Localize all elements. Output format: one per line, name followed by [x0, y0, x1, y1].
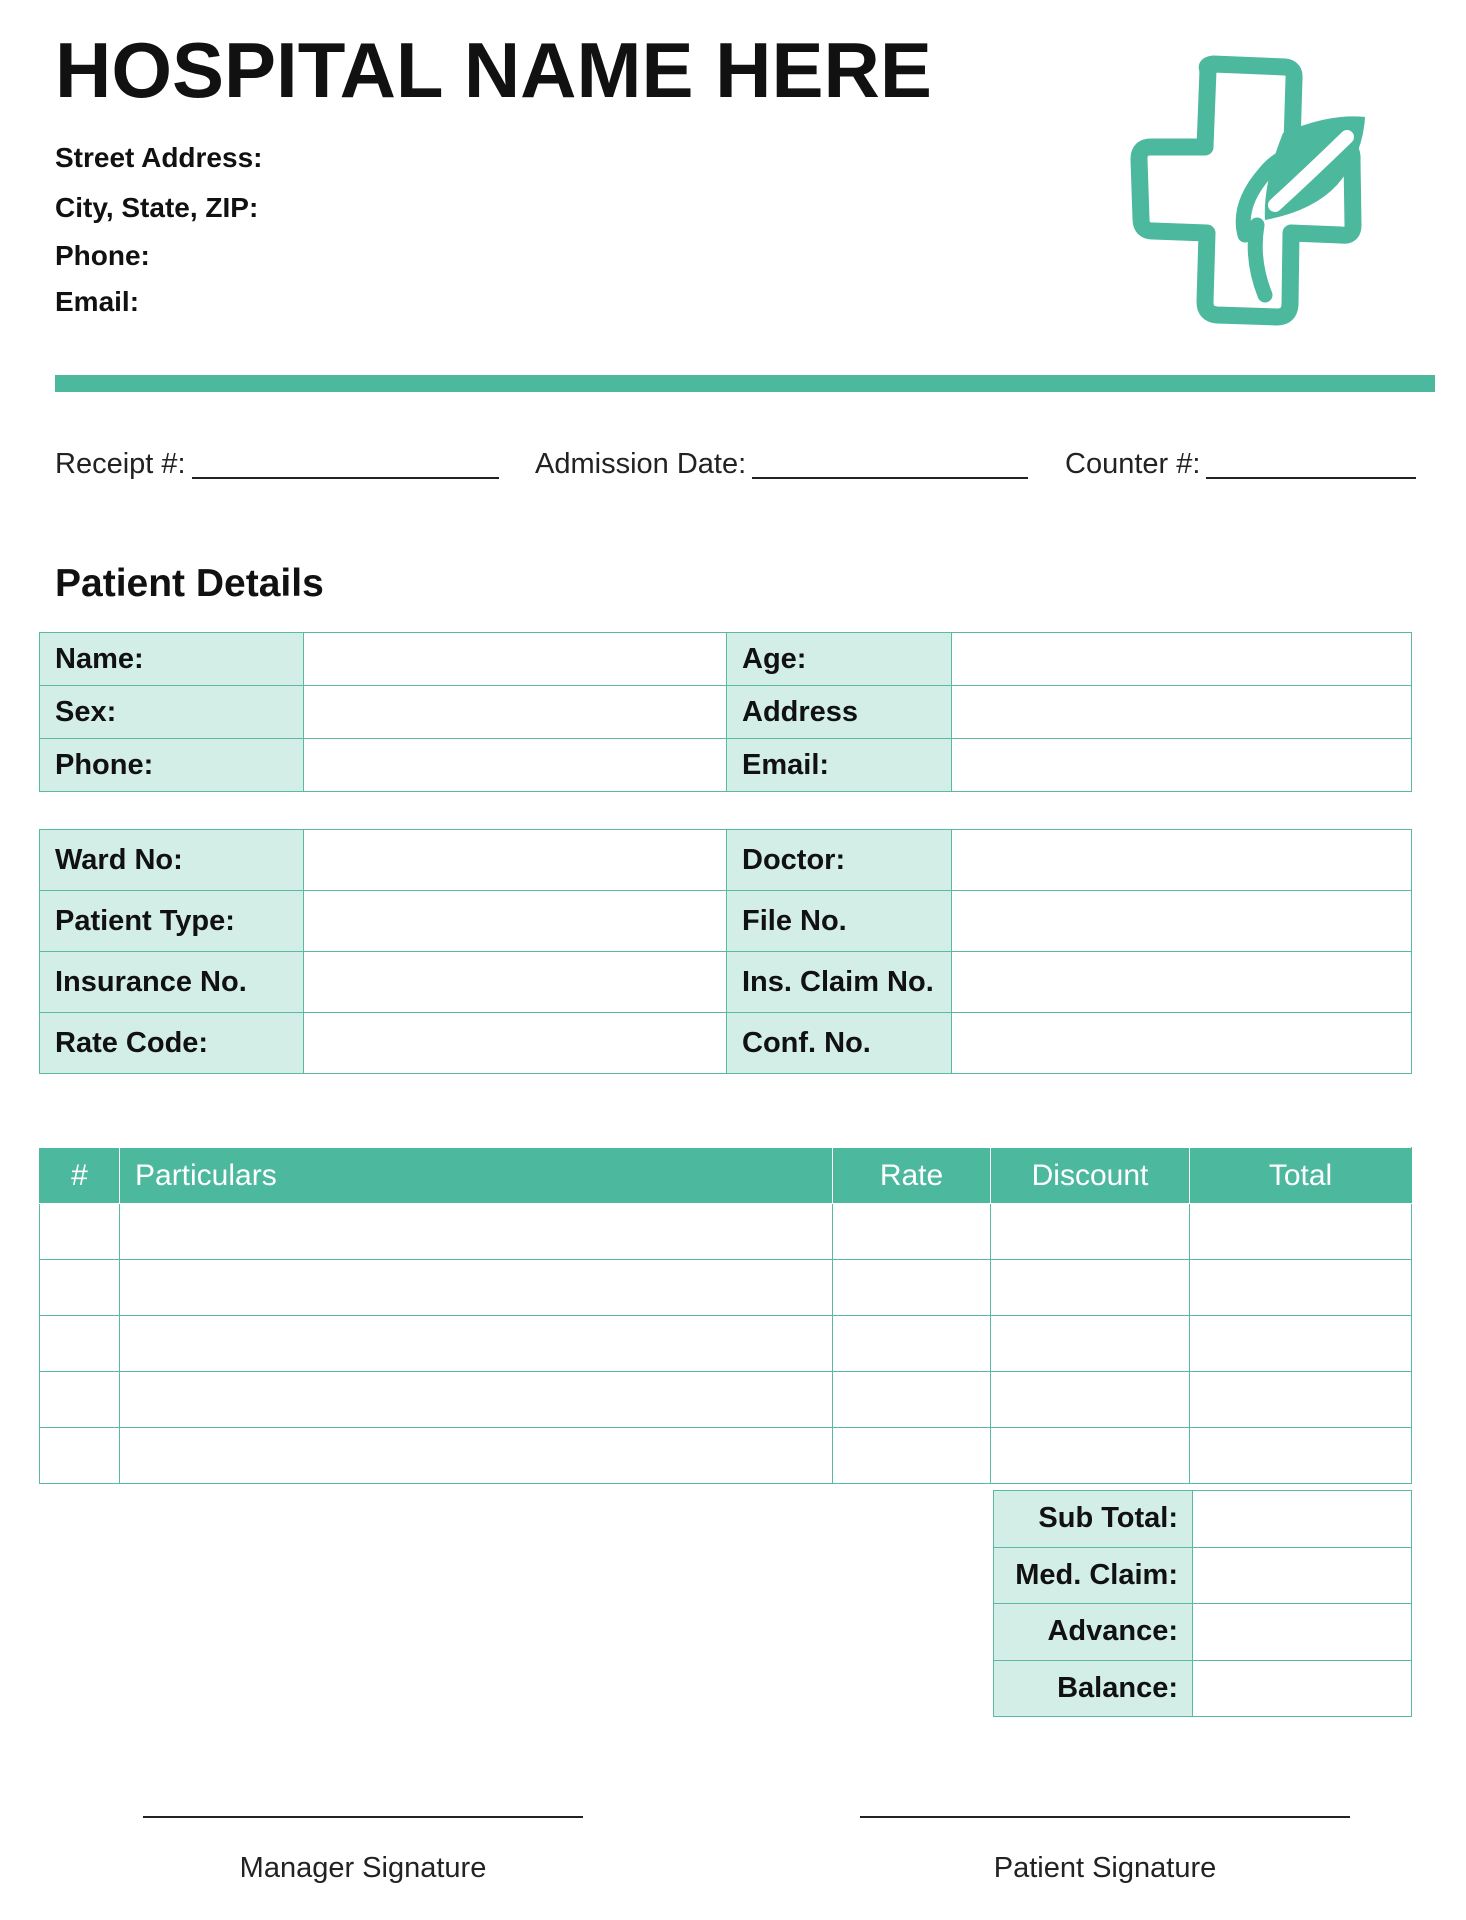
items-header-number: # — [40, 1148, 120, 1204]
file-number-label: File No. — [727, 891, 952, 952]
patient-type-input[interactable] — [304, 891, 727, 952]
receipt-number-label: Receipt #: — [55, 448, 186, 480]
table-row — [40, 1204, 1412, 1260]
doctor-label: Doctor: — [727, 830, 952, 891]
patient-age-label: Age: — [727, 633, 952, 686]
items-table — [39, 1147, 1412, 1484]
item-number-cell[interactable] — [40, 1260, 120, 1316]
item-rate-cell[interactable] — [833, 1372, 991, 1428]
table-row — [40, 1316, 1412, 1372]
patient-address-label: Address — [727, 686, 952, 739]
counter-number-line[interactable] — [1206, 449, 1416, 479]
table-row — [40, 1260, 1412, 1316]
item-discount-cell[interactable] — [991, 1204, 1190, 1260]
ward-number-input[interactable] — [304, 830, 727, 891]
item-number-cell[interactable] — [40, 1372, 120, 1428]
patient-details-table — [39, 632, 1412, 792]
admission-details-table — [39, 829, 1412, 1074]
ward-number-label: Ward No: — [40, 830, 304, 891]
items-header-rate: Rate — [833, 1148, 991, 1204]
street-address-label: Street Address: — [55, 142, 263, 173]
item-particulars-cell[interactable] — [120, 1204, 833, 1260]
city-state-zip-label: City, State, ZIP: — [55, 192, 259, 223]
admission-date-line[interactable] — [752, 449, 1028, 479]
patient-signature-label: Patient Signature — [993, 1852, 1217, 1884]
item-particulars-cell[interactable] — [120, 1316, 833, 1372]
counter-number-field[interactable] — [1065, 448, 1416, 481]
balance-input[interactable] — [1193, 1660, 1412, 1717]
file-number-input[interactable] — [952, 891, 1412, 952]
med-claim-input[interactable] — [1193, 1547, 1412, 1604]
table-row — [40, 1372, 1412, 1428]
table-row — [40, 1428, 1412, 1484]
item-number-cell[interactable] — [40, 1316, 120, 1372]
rate-code-label: Rate Code: — [40, 1013, 304, 1074]
patient-type-label: Patient Type: — [40, 891, 304, 952]
rate-code-input[interactable] — [304, 1013, 727, 1074]
items-header-discount: Discount — [991, 1148, 1190, 1204]
item-particulars-cell[interactable] — [120, 1428, 833, 1484]
item-particulars-cell[interactable] — [120, 1372, 833, 1428]
hospital-name: HOSPITAL NAME HERE — [55, 26, 932, 114]
item-total-cell[interactable] — [1190, 1260, 1412, 1316]
patient-age-input[interactable] — [952, 633, 1412, 686]
items-header-particulars: Particulars — [120, 1148, 833, 1204]
item-discount-cell[interactable] — [991, 1316, 1190, 1372]
patient-phone-input[interactable] — [304, 739, 727, 792]
patient-name-label: Name: — [40, 633, 304, 686]
manager-signature-line[interactable] — [143, 1815, 583, 1818]
confirmation-number-input[interactable] — [952, 1013, 1412, 1074]
items-header-total: Total — [1190, 1148, 1412, 1204]
hospital-phone-label: Phone: — [55, 240, 150, 271]
subtotal-label: Sub Total: — [994, 1491, 1193, 1548]
medical-cross-leaf-icon — [1125, 55, 1400, 335]
receipt-number-line[interactable] — [192, 449, 499, 479]
item-rate-cell[interactable] — [833, 1428, 991, 1484]
receipt-number-field[interactable] — [55, 448, 499, 481]
item-number-cell[interactable] — [40, 1204, 120, 1260]
advance-input[interactable] — [1193, 1604, 1412, 1661]
confirmation-number-label: Conf. No. — [727, 1013, 952, 1074]
item-discount-cell[interactable] — [991, 1428, 1190, 1484]
header-divider — [55, 375, 1435, 392]
item-total-cell[interactable] — [1190, 1316, 1412, 1372]
item-total-cell[interactable] — [1190, 1428, 1412, 1484]
med-claim-label: Med. Claim: — [994, 1547, 1193, 1604]
patient-phone-label: Phone: — [40, 739, 304, 792]
item-number-cell[interactable] — [40, 1428, 120, 1484]
item-total-cell[interactable] — [1190, 1204, 1412, 1260]
admission-date-field[interactable] — [535, 448, 1028, 481]
patient-details-title: Patient Details — [55, 562, 324, 605]
advance-label: Advance: — [994, 1604, 1193, 1661]
doctor-input[interactable] — [952, 830, 1412, 891]
manager-signature-label: Manager Signature — [239, 1852, 487, 1884]
insurance-number-label: Insurance No. — [40, 952, 304, 1013]
insurance-claim-number-label: Ins. Claim No. — [727, 952, 952, 1013]
item-rate-cell[interactable] — [833, 1316, 991, 1372]
subtotal-input[interactable] — [1193, 1491, 1412, 1548]
patient-address-input[interactable] — [952, 686, 1412, 739]
balance-label: Balance: — [994, 1660, 1193, 1717]
patient-signature-line[interactable] — [860, 1815, 1350, 1818]
patient-email-input[interactable] — [952, 739, 1412, 792]
counter-number-label: Counter #: — [1065, 448, 1201, 480]
item-rate-cell[interactable] — [833, 1260, 991, 1316]
patient-sex-label: Sex: — [40, 686, 304, 739]
item-discount-cell[interactable] — [991, 1260, 1190, 1316]
patient-name-input[interactable] — [304, 633, 727, 686]
insurance-number-input[interactable] — [304, 952, 727, 1013]
patient-sex-input[interactable] — [304, 686, 727, 739]
item-discount-cell[interactable] — [991, 1372, 1190, 1428]
hospital-email-label: Email: — [55, 286, 140, 317]
totals-table — [993, 1490, 1412, 1717]
item-total-cell[interactable] — [1190, 1372, 1412, 1428]
item-rate-cell[interactable] — [833, 1204, 991, 1260]
admission-date-label: Admission Date: — [535, 448, 747, 480]
patient-email-label: Email: — [727, 739, 952, 792]
item-particulars-cell[interactable] — [120, 1260, 833, 1316]
insurance-claim-number-input[interactable] — [952, 952, 1412, 1013]
